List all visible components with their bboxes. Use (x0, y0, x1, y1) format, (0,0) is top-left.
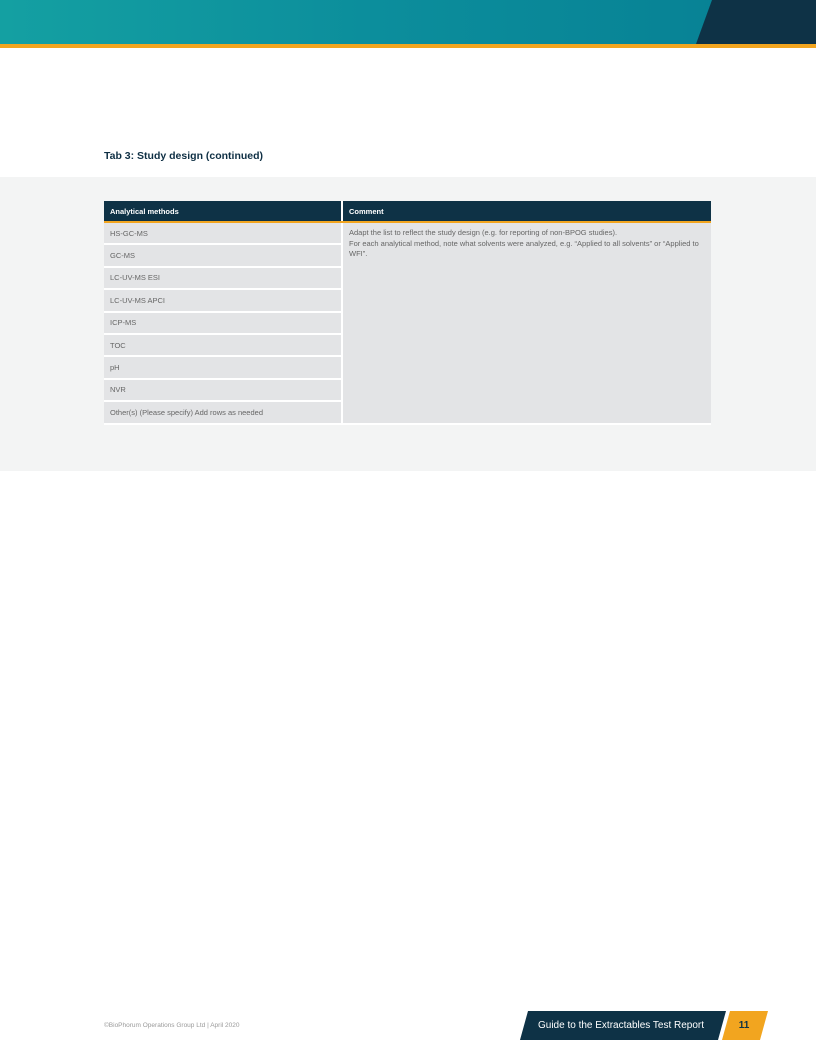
section-title: Tab 3: Study design (continued) (104, 150, 264, 162)
method-cell: NVR (104, 379, 342, 401)
method-cell: ICP-MS (104, 312, 342, 334)
footer-copyright: ©BioPhorum Operations Group Ltd | April 2020 (104, 1022, 240, 1029)
method-cell: pH (104, 356, 342, 378)
column-header-comment: Comment (342, 201, 711, 222)
comment-line: Adapt the list to reflect the study design (e.g. for reporting of non-BPOG studies). (349, 228, 618, 237)
method-cell: LC-UV-MS ESI (104, 267, 342, 289)
method-cell: Other(s) (Please specify) Add rows as needed (104, 401, 342, 423)
column-header-methods: Analytical methods (104, 201, 342, 222)
method-cell: TOC (104, 334, 342, 356)
comment-line: For each analytical method, note what solvents were analyzed, e.g. “Applied to all solvents” or “Applied to WFI”. (349, 239, 699, 258)
page-number: 11 (738, 1020, 750, 1031)
table-row (104, 222, 711, 244)
method-cell: HS-GC-MS (104, 222, 342, 244)
header-accent-stripe (0, 44, 816, 48)
header-band (0, 0, 816, 44)
header-corner-shape (696, 0, 816, 44)
analytical-methods-table (104, 201, 711, 425)
method-cell: LC-UV-MS APCI (104, 289, 342, 311)
comment-cell (342, 222, 711, 424)
table-header-row (104, 201, 711, 222)
footer-document-title: Guide to the Extractables Test Report (538, 1020, 705, 1031)
method-cell: GC-MS (104, 244, 342, 266)
